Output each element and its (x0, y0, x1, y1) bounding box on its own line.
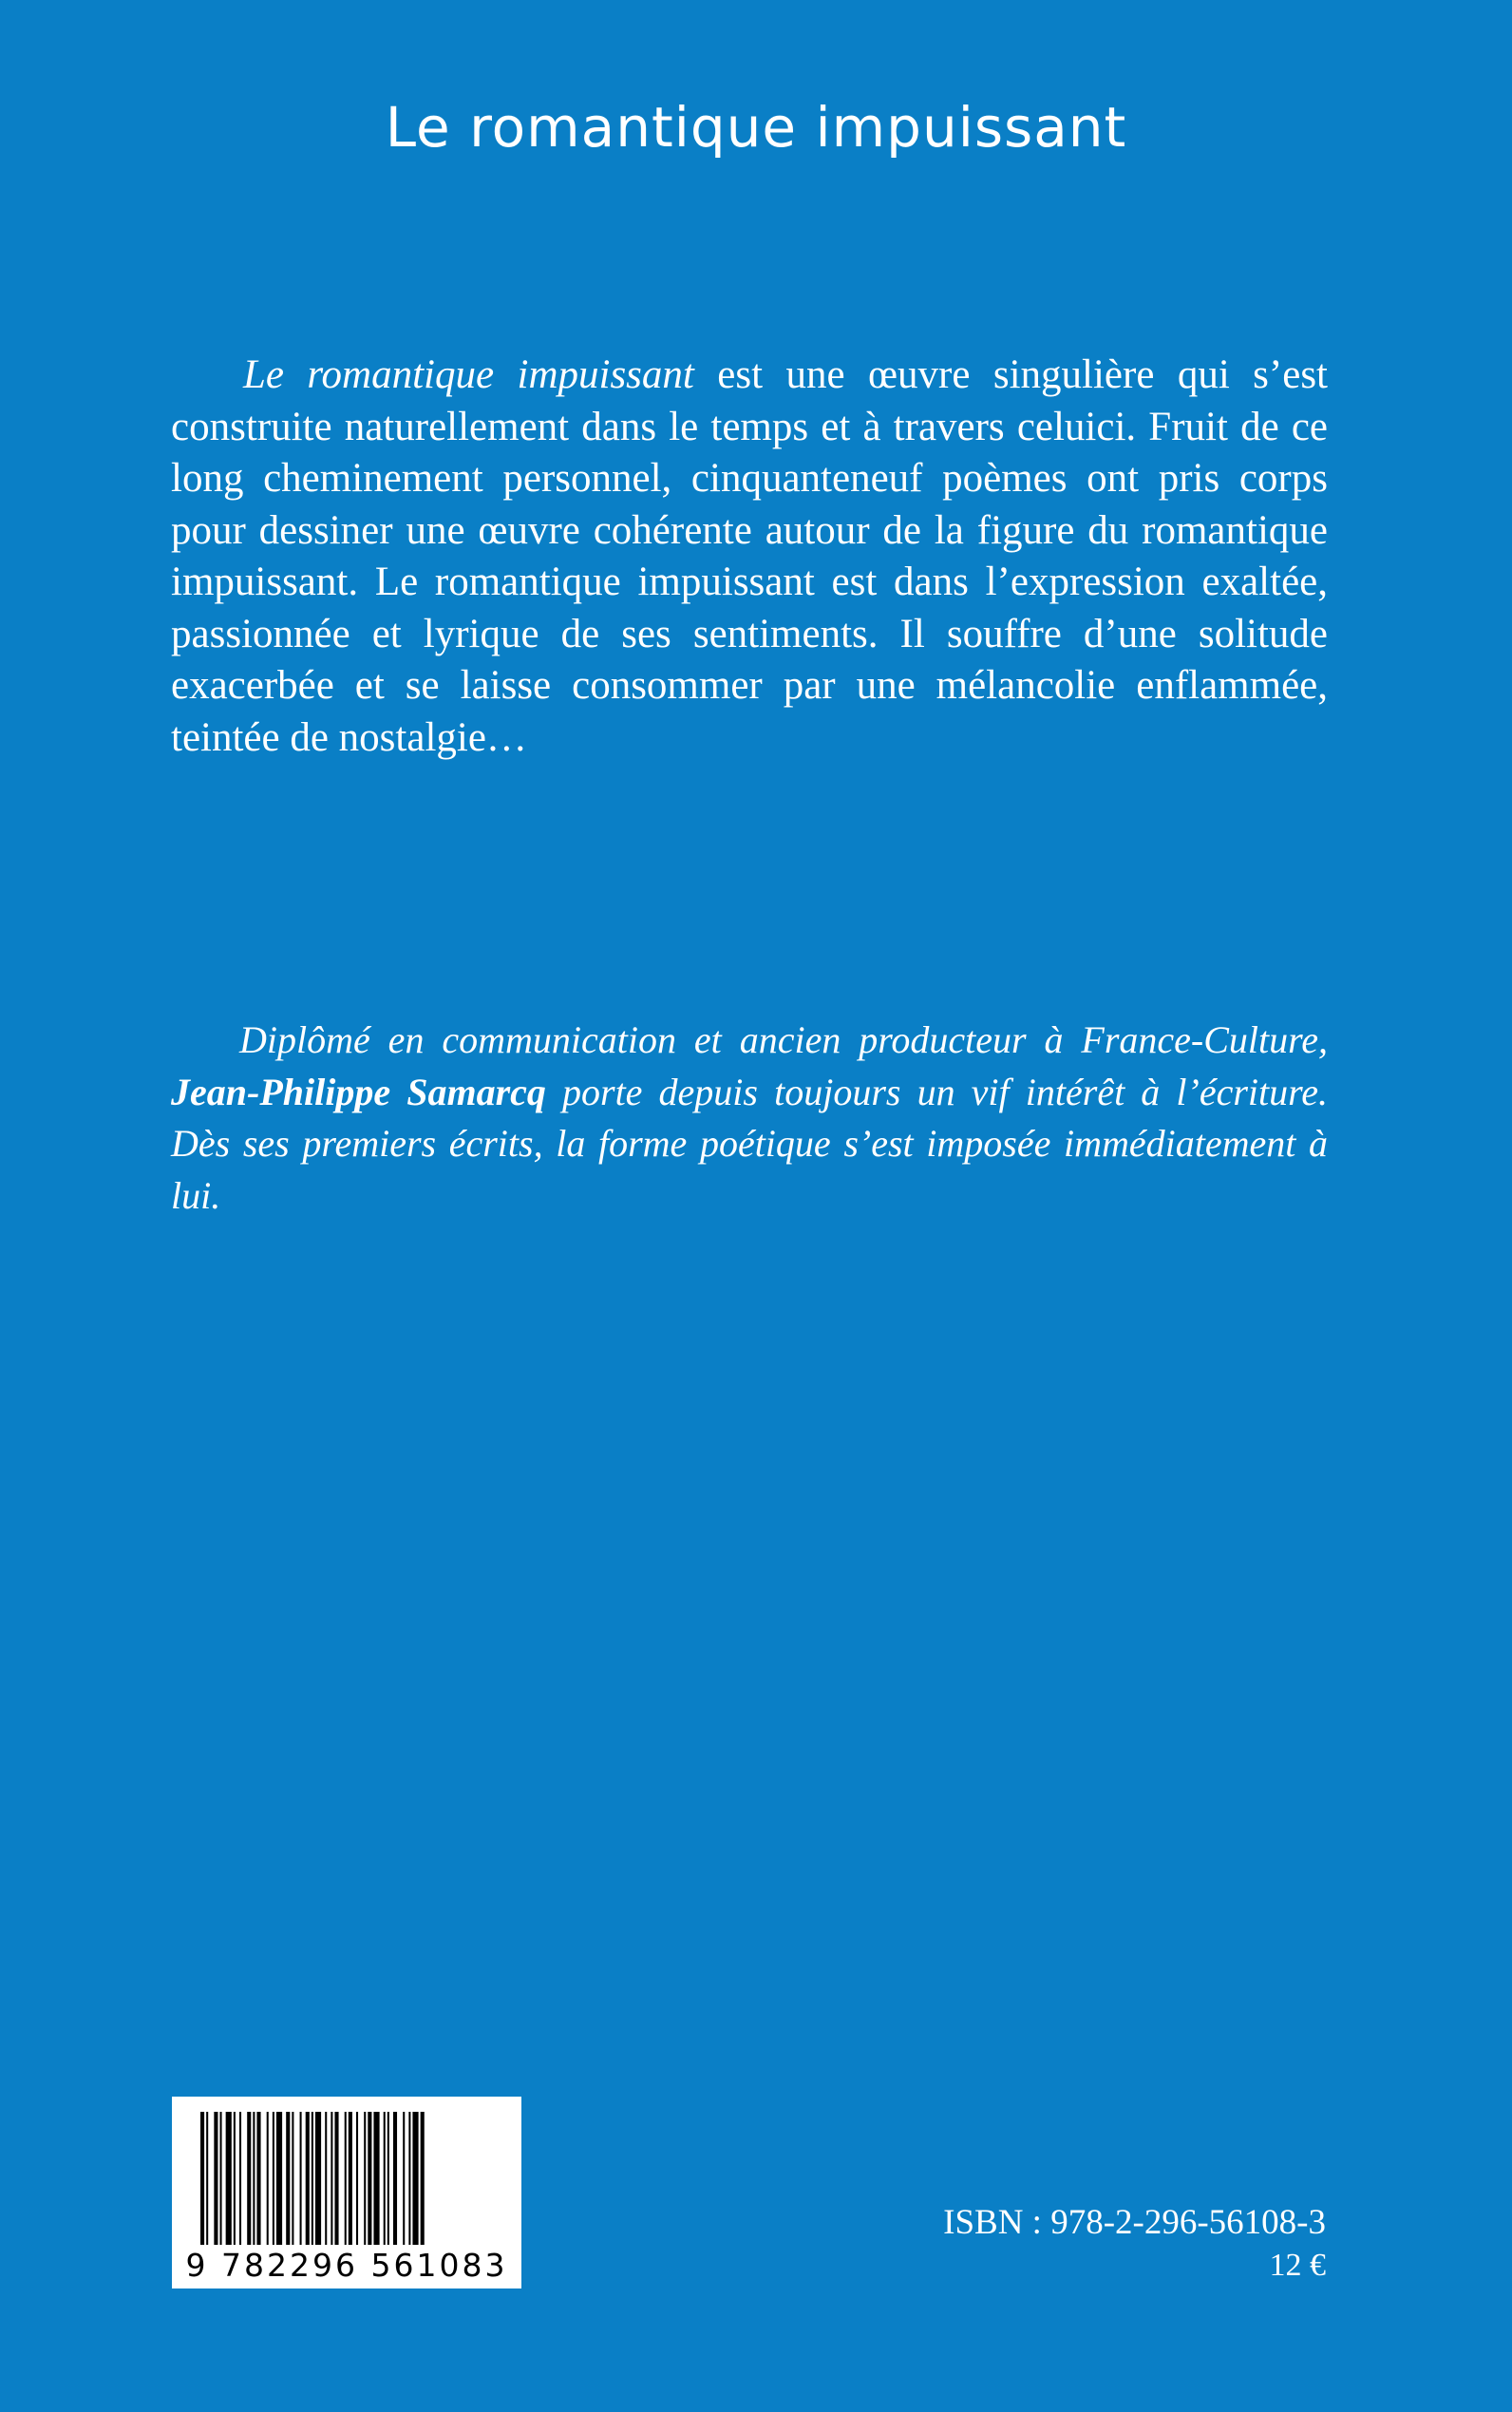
barcode-bar (393, 2112, 397, 2245)
barcode-bar (226, 2112, 232, 2245)
barcode-bar (286, 2112, 290, 2245)
barcode-bar (206, 2112, 208, 2245)
barcode-bar (373, 2112, 379, 2245)
barcode-bar (384, 2112, 386, 2245)
barcode-bar (387, 2112, 389, 2245)
barcode-number: 9 782296 561083 (185, 2247, 508, 2284)
barcode-bar (325, 2112, 327, 2245)
barcode-bar (239, 2112, 241, 2245)
book-title: Le romantique impuissant (385, 95, 1127, 160)
summary-text: est une œuvre singulière qui s’est construite naturellement dans le temps et à travers celuici. Fruit de ce long cheminement personnel, cinquanteneuf poèmes ont pris corps pour dessiner une œuvre cohérente autour de la figure du romantique impuissant. Le romantique impuissant est dans l’expression exaltée, passionnée et lyrique de ses sentiments. Il souffre d’une solitude exacerbée et se laisse consommer par une mélancolie enflammée, teintée de nostalgie… (171, 352, 1328, 760)
barcode-bar (356, 2112, 358, 2245)
barcode-bar (300, 2112, 302, 2245)
barcode-bar (247, 2112, 251, 2245)
bio-rest: porte depuis toujours un vif intérêt à l’écriture. Dès ses premiers écrits, la forme poétique s’est imposée immédiatement à lui. (171, 1070, 1328, 1217)
price-label: 12 € (1269, 2248, 1326, 2283)
barcode-bar (345, 2112, 347, 2245)
barcode-bar (315, 2112, 321, 2245)
barcode-bar (349, 2112, 352, 2245)
barcode-bar (220, 2112, 222, 2245)
barcode-bar (214, 2112, 217, 2245)
barcode-bar (364, 2112, 366, 2245)
barcode-bar (273, 2112, 274, 2245)
barcode-bar (234, 2112, 236, 2245)
barcode-bar (331, 2112, 332, 2245)
barcode-bars (200, 2112, 489, 2245)
isbn-label: ISBN : 978-2-296-56108-3 (943, 2203, 1326, 2242)
barcode-bar (267, 2112, 269, 2245)
summary-title-italic: Le romantique impuissant (243, 352, 694, 397)
barcode-bar (368, 2112, 371, 2245)
barcode-bar (421, 2112, 425, 2245)
barcode-bar (334, 2112, 338, 2245)
summary-paragraph (171, 350, 1328, 764)
barcode-bar (200, 2112, 204, 2245)
barcode-bar (412, 2112, 418, 2245)
barcode-bar (408, 2112, 410, 2245)
barcode-bar (306, 2112, 310, 2245)
bio-intro: Diplômé en communication et ancien producteur à France-Culture, (239, 1018, 1328, 1061)
barcode-bar (292, 2112, 293, 2245)
barcode-bar (312, 2112, 313, 2245)
barcode-bar (256, 2112, 260, 2245)
barcode-bar (253, 2112, 255, 2245)
author-bio (171, 1015, 1328, 1222)
barcode-bar (276, 2112, 282, 2245)
barcode-bar (403, 2112, 405, 2245)
barcode (172, 2097, 521, 2289)
author-name: Jean-Philippe Samarcq (171, 1070, 546, 1113)
